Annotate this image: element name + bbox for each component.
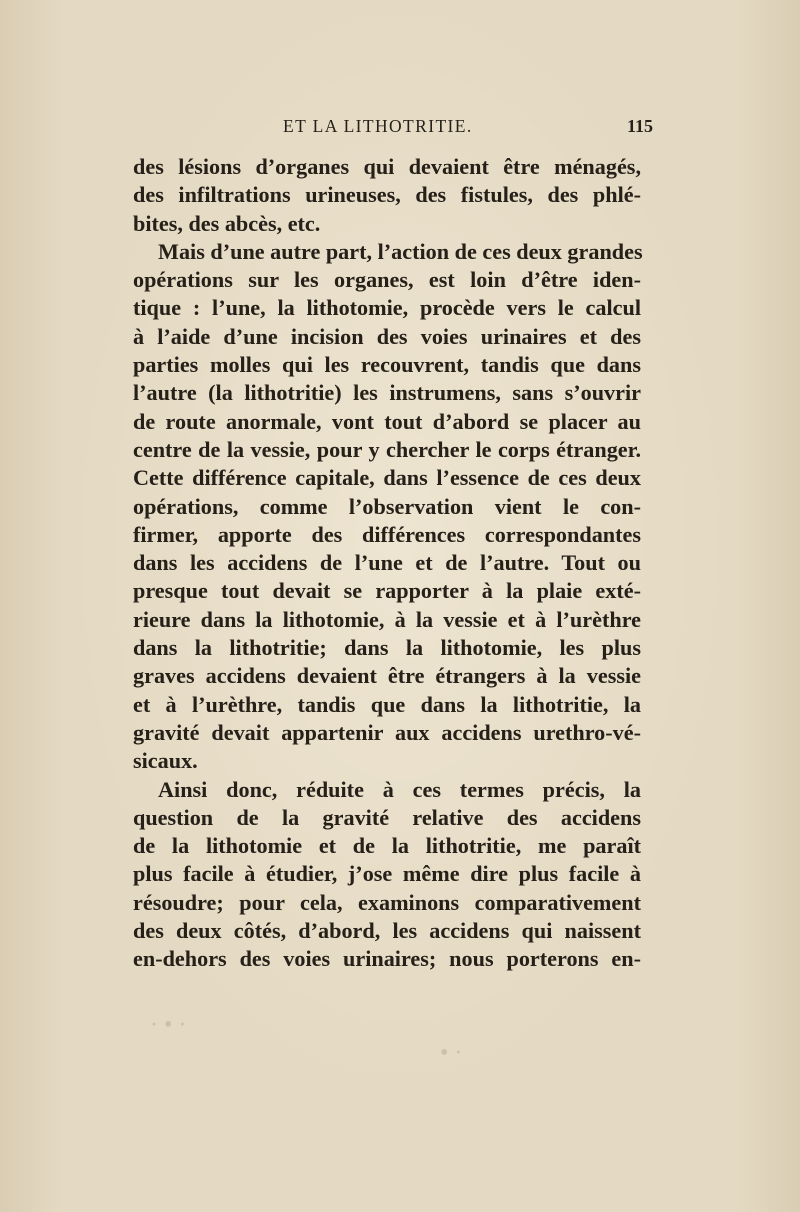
text-line: tique : l’une, la lithotomie, procède vers le calcul [133, 295, 641, 321]
text-line: opérations, comme l’observation vient le con- [133, 493, 641, 519]
text-line: plus facile à étudier, j’ose même dire plus facile à [133, 861, 641, 887]
text-line: des deux côtés, d’abord, les accidens qui naissent [133, 918, 641, 944]
text-line: de route anormale, vont tout d’abord se placer au [133, 408, 641, 434]
text-line: et à l’urèthre, tandis que dans la lithotritie, la [133, 691, 641, 717]
text-line: résoudre; pour cela, examinons comparativement [133, 889, 641, 915]
paragraph-1 [133, 153, 641, 238]
text-line: l’autre (la lithotritie) les instrumens, sans s’ouvrir [133, 380, 641, 406]
show-through-marks: · • · [150, 1012, 187, 1038]
running-title: ET LA LITHOTRITIE. [283, 116, 473, 136]
text-line: dans les accidens de l’une et de l’autre. Tout ou [133, 550, 641, 576]
text-line: des infiltrations urineuses, des fistules, des phlé- [133, 182, 641, 208]
text-line: de la lithotomie et de la lithotritie, me paraît [133, 833, 641, 859]
text-line: sicaux. [133, 748, 198, 774]
text-line: graves accidens devaient être étrangers à la vessie [133, 663, 641, 689]
running-header [133, 116, 653, 140]
text-line: firmer, apporte des différences correspondantes [133, 521, 641, 547]
text-line: rieure dans la lithotomie, à la vessie et à l’urèthre [133, 606, 641, 632]
text-line: Ainsi donc, réduite à ces termes précis, la [158, 776, 641, 802]
text-line: des lésions d’organes qui devaient être ménagés, [133, 154, 641, 179]
show-through-marks-lower: · • [440, 1040, 463, 1066]
text-line: bites, des abcès, etc. [133, 210, 321, 236]
text-line: question de la gravité relative des accidens [133, 804, 641, 830]
text-line: parties molles qui les recouvrent, tandis que dans [133, 352, 641, 378]
text-line: gravité devait appartenir aux accidens urethro-vé- [133, 719, 641, 745]
paragraph-3 [133, 776, 641, 974]
paragraph-2 [133, 238, 641, 776]
text-line: opérations sur les organes, est loin d’être iden- [133, 267, 641, 293]
text-line: en-dehors des voies urinaires; nous porterons en- [133, 946, 641, 972]
text-line: dans la lithotritie; dans la lithotomie, les plus [133, 635, 641, 661]
text-line: Cette différence capitale, dans l’essence de ces deux [133, 465, 641, 491]
text-line: centre de la vessie, pour y chercher le corps étranger. [133, 436, 641, 462]
text-line: à l’aide d’une incision des voies urinaires et des [133, 323, 641, 349]
text-line: Mais d’une autre part, l’action de ces deux grandes [158, 238, 643, 264]
text-line: presque tout devait se rapporter à la plaie exté- [133, 578, 641, 604]
page-number: 115 [626, 116, 653, 136]
body-text [133, 153, 641, 974]
